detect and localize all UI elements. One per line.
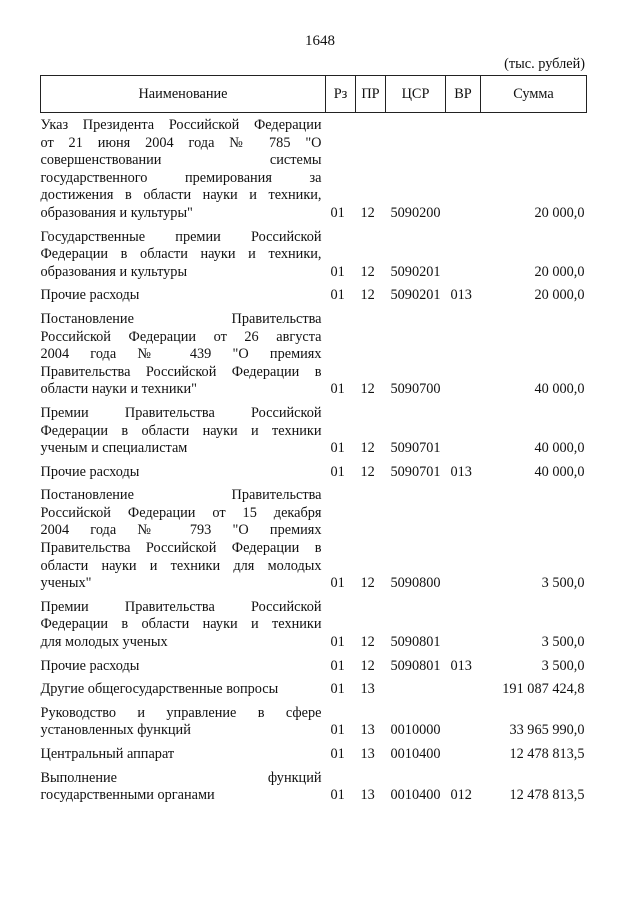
- cell-rz: 01: [330, 681, 345, 698]
- row-name-line: Правительства Российской Федерации в: [40, 363, 322, 380]
- row-name-line: Прочие расходы: [40, 657, 140, 674]
- cell-csr: [386, 675, 446, 699]
- row-name-line: Федерации в области науки и техники: [40, 422, 322, 439]
- cell-pr: 12: [360, 263, 375, 280]
- cell-csr: 5090200: [390, 204, 441, 221]
- table-row: [41, 481, 587, 593]
- row-name-line: государственного премирования за: [40, 169, 322, 186]
- row-name-line: Постановление Правительства: [40, 310, 322, 327]
- cell-vr: [446, 481, 481, 593]
- cell-vr: [446, 113, 481, 223]
- row-name-line: области науки и техники для молодых: [40, 557, 322, 574]
- cell-rz: 01: [330, 204, 345, 221]
- row-name-line: Центральный аппарат: [40, 746, 175, 762]
- row-name-line: Руководство и управление в сфере: [40, 704, 322, 721]
- row-name-line: Правительства Российской Федерации в: [40, 540, 322, 557]
- cell-rz: 01: [330, 463, 345, 480]
- row-name: [41, 113, 326, 223]
- row-name-line: образования и культуры: [40, 263, 188, 280]
- row-name-line: Российской Федерации от 26 августа: [40, 328, 322, 345]
- row-name-line: установленных функций: [40, 722, 191, 739]
- cell-vr: [446, 740, 481, 764]
- header-name: Наименование: [41, 76, 326, 113]
- cell-vr: [446, 593, 481, 652]
- cell-pr: 12: [360, 575, 375, 592]
- cell-vr: [446, 675, 481, 699]
- row-name: [41, 764, 326, 805]
- row-name: [41, 281, 326, 305]
- cell-csr: 5090701: [390, 440, 441, 457]
- cell-csr: 5090201: [390, 287, 441, 304]
- table-row: [41, 458, 587, 482]
- cell-rz: 01: [330, 746, 345, 762]
- row-name-line: 2004 года № 793 "О премиях: [40, 522, 322, 539]
- header-pr: ПР: [356, 76, 386, 113]
- cell-vr: [446, 699, 481, 740]
- cell-pr: 13: [360, 787, 375, 804]
- cell-pr: 12: [360, 657, 375, 674]
- header-rz: Рз: [326, 76, 356, 113]
- cell-vr: 013: [450, 287, 472, 304]
- row-name: [41, 740, 326, 764]
- cell-rz: 01: [330, 657, 345, 674]
- row-name-line: области науки и техники": [40, 381, 197, 398]
- cell-sum: 3 500,0: [541, 634, 585, 651]
- table-row: [41, 281, 587, 305]
- row-name-line: государственными органами: [40, 787, 215, 804]
- cell-sum: 40 000,0: [534, 463, 585, 480]
- cell-rz: 01: [330, 722, 345, 739]
- row-name-line: ученым и специалистам: [40, 440, 188, 457]
- row-name: [41, 652, 326, 676]
- cell-pr: 12: [360, 634, 375, 651]
- row-name: [41, 675, 326, 699]
- cell-sum: 12 478 813,5: [509, 787, 585, 804]
- cell-csr: 0010400: [390, 787, 441, 804]
- row-name: [41, 458, 326, 482]
- row-name-line: Российской Федерации от 15 декабря: [40, 504, 322, 521]
- cell-rz: 01: [330, 575, 345, 592]
- table-body: [41, 113, 587, 805]
- page-number: 1648: [305, 33, 335, 49]
- cell-pr: 12: [360, 381, 375, 398]
- cell-sum: 191 087 424,8: [502, 681, 585, 698]
- row-name-line: достижения в области науки и техники,: [40, 187, 322, 204]
- cell-csr: 5090801: [390, 634, 441, 651]
- cell-sum: 3 500,0: [541, 575, 585, 592]
- cell-vr: [446, 305, 481, 399]
- row-name: [41, 223, 326, 282]
- table-row: [41, 399, 587, 458]
- cell-pr: 12: [360, 440, 375, 457]
- budget-table: [40, 75, 587, 805]
- cell-pr: 12: [360, 463, 375, 480]
- row-name-line: Выполнение функций: [40, 769, 322, 786]
- table-header: [41, 76, 587, 113]
- row-name-line: ученых": [40, 575, 92, 592]
- row-name-line: Государственные премии Российской: [40, 228, 322, 245]
- units-label: (тыс. рублей): [504, 56, 585, 72]
- cell-vr: 013: [450, 463, 472, 480]
- table-row: [41, 223, 587, 282]
- row-name-line: 2004 года № 439 "О премиях: [40, 346, 322, 363]
- cell-csr: 5090201: [390, 263, 441, 280]
- cell-rz: 01: [330, 634, 345, 651]
- row-name-line: совершенствовании системы: [40, 152, 322, 169]
- cell-sum: 20 000,0: [534, 204, 585, 221]
- row-name: [41, 481, 326, 593]
- table-row: [41, 113, 587, 223]
- cell-sum: 40 000,0: [534, 381, 585, 398]
- cell-vr: [446, 399, 481, 458]
- table-row: [41, 305, 587, 399]
- cell-csr: 5090800: [390, 575, 441, 592]
- cell-vr: 013: [450, 657, 472, 674]
- row-name-line: от 21 июня 2004 года № 785 "О: [40, 134, 322, 151]
- row-name-line: Другие общегосударственные вопросы: [40, 681, 279, 698]
- header-vr: ВР: [446, 76, 481, 113]
- row-name: [41, 399, 326, 458]
- cell-sum: 40 000,0: [534, 440, 585, 457]
- cell-pr: 13: [360, 722, 375, 739]
- table-row: [41, 699, 587, 740]
- cell-csr: 0010000: [390, 722, 441, 739]
- cell-csr: 5090700: [390, 381, 441, 398]
- cell-rz: 01: [330, 787, 345, 804]
- cell-csr: 5090701: [390, 463, 441, 480]
- header-csr: ЦСР: [386, 76, 446, 113]
- cell-pr: 13: [360, 681, 375, 698]
- row-name-line: Федерации в области науки и техники,: [40, 246, 322, 263]
- row-name: [41, 593, 326, 652]
- row-name-line: Премии Правительства Российской: [40, 598, 322, 615]
- row-name: [41, 699, 326, 740]
- row-name-line: Премии Правительства Российской: [40, 404, 322, 421]
- cell-pr: 13: [360, 746, 375, 762]
- row-name-line: Указ Президента Российской Федерации: [40, 117, 322, 133]
- row-name-line: образования и культуры": [40, 204, 193, 221]
- cell-rz: 01: [330, 381, 345, 398]
- cell-vr: 012: [450, 787, 472, 804]
- cell-pr: 12: [360, 204, 375, 221]
- table-row: [41, 593, 587, 652]
- row-name-line: Прочие расходы: [40, 287, 140, 304]
- header-sum: Сумма: [481, 76, 587, 113]
- cell-sum: 12 478 813,5: [509, 746, 585, 762]
- row-name-line: Прочие расходы: [40, 463, 140, 480]
- row-name-line: Постановление Правительства: [40, 487, 322, 504]
- table-row: [41, 652, 587, 676]
- cell-csr: 5090801: [390, 657, 441, 674]
- row-name-line: для молодых ученых: [40, 634, 168, 651]
- cell-sum: 33 965 990,0: [509, 722, 585, 739]
- cell-pr: 12: [360, 287, 375, 304]
- cell-sum: 20 000,0: [534, 263, 585, 280]
- cell-sum: 20 000,0: [534, 287, 585, 304]
- cell-csr: 0010400: [390, 746, 441, 762]
- cell-sum: 3 500,0: [541, 657, 585, 674]
- cell-rz: 01: [330, 440, 345, 457]
- cell-vr: [446, 223, 481, 282]
- row-name-line: Федерации в области науки и техники: [40, 616, 322, 633]
- row-name: [41, 305, 326, 399]
- cell-rz: 01: [330, 287, 345, 304]
- table-row: [41, 675, 587, 699]
- table-row: [41, 764, 587, 805]
- table-row: [41, 740, 587, 764]
- cell-rz: 01: [330, 263, 345, 280]
